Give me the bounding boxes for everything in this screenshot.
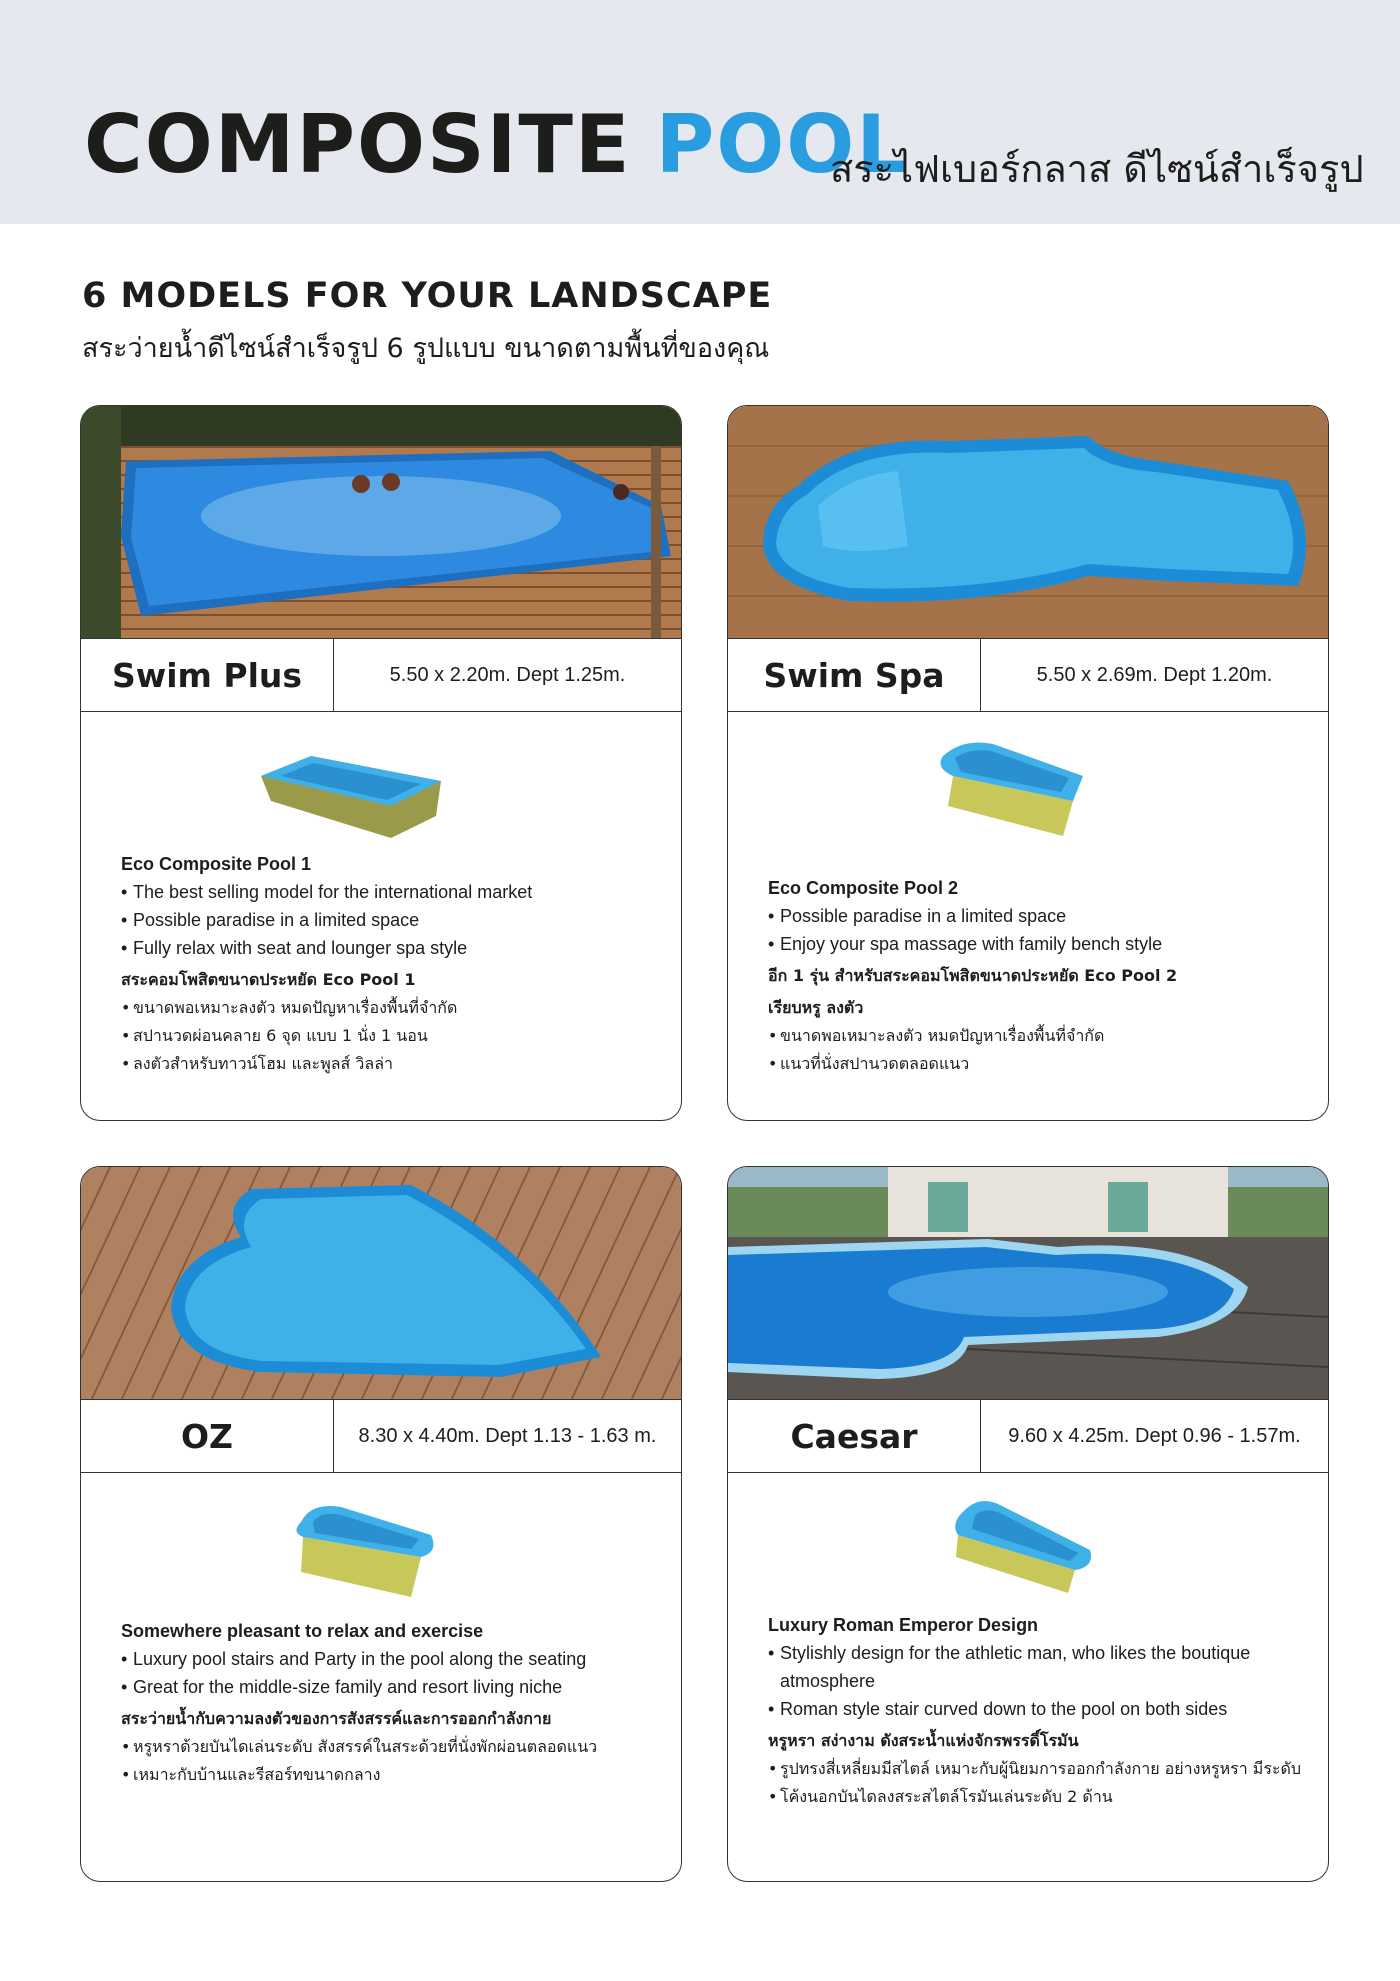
- pool-card-swim-plus: [80, 405, 682, 1121]
- section-title: 6 MODELS FOR YOUR LANDSCAPE: [82, 276, 773, 316]
- thai-title: สระคอมโพสิตขนาดประหยัด Eco Pool 1: [121, 970, 416, 989]
- feature-item: • Stylishly design for the athletic man, who likes the boutique atmosphere: [768, 1639, 1313, 1695]
- pool-dimensions: 5.50 x 2.69m. Dept 1.20m.: [981, 638, 1328, 712]
- feature-item: • Roman style stair curved down to the pool on both sides: [768, 1695, 1313, 1723]
- thai-title: สระว่ายน้ำกับความลงตัวของการสังสรรค์และการออกกำลังกาย: [121, 1709, 552, 1728]
- feature-item: • Luxury pool stairs and Party in the pool along the seating: [121, 1645, 661, 1673]
- thai-feature-item: • สปานวดผ่อนคลาย 6 จุด แบบ 1 นั่ง 1 นอน: [121, 1022, 661, 1050]
- feature-item: • The best selling model for the international market: [121, 878, 661, 906]
- pool-description: [121, 850, 661, 1078]
- pool-card-caesar: [727, 1166, 1329, 1882]
- desc-title: Somewhere pleasant to relax and exercise: [121, 1621, 484, 1641]
- feature-item: • Possible paradise in a limited space: [121, 906, 661, 934]
- thai-feature-list: [121, 994, 661, 1078]
- thai-title: หรูหรา สง่างาม ดังสระน้ำแห่งจักรพรรดิ์โรมัน: [768, 1731, 1079, 1750]
- feature-list: [768, 1639, 1313, 1723]
- title-composite: COMPOSITE: [84, 98, 632, 191]
- desc-title: Eco Composite Pool 2: [768, 878, 959, 898]
- pool-name: OZ: [81, 1399, 334, 1473]
- thai-feature-item: • ลงตัวสำหรับทาวน์โฮม และพูลส์ วิลล่า: [121, 1050, 661, 1078]
- pool-card-swim-spa: [727, 405, 1329, 1121]
- thai-feature-item: • เหมาะกับบ้านและรีสอร์ทขนาดกลาง: [121, 1761, 661, 1789]
- pool-name: Swim Plus: [81, 638, 334, 712]
- feature-list: [768, 902, 1308, 958]
- swim-plus-shell-image: [251, 746, 451, 851]
- thai-feature-list: [768, 1022, 1308, 1078]
- thai-feature-list: [768, 1755, 1313, 1811]
- desc-title: Luxury Roman Emperor Design: [768, 1615, 1039, 1635]
- thai-feature-item: • โค้งนอกบันไดลงสระสไตล์โรมันเล่นระดับ 2 ด้าน: [768, 1783, 1313, 1811]
- pool-name: Caesar: [728, 1399, 981, 1473]
- thai-feature-item: • ขนาดพอเหมาะลงตัว หมดปัญหาเรื่องพื้นที่จำกัด: [768, 1022, 1308, 1050]
- pool-description: [121, 1617, 661, 1789]
- pool-description: [768, 874, 1308, 1078]
- pool-card-oz: [80, 1166, 682, 1882]
- pool-name: Swim Spa: [728, 638, 981, 712]
- feature-item: • Enjoy your spa massage with family bench style: [768, 930, 1308, 958]
- caesar-photo: [728, 1167, 1328, 1399]
- oz-photo: [81, 1167, 681, 1399]
- feature-list: [121, 1645, 661, 1701]
- thai-feature-list: [121, 1733, 661, 1789]
- feature-item: • Possible paradise in a limited space: [768, 902, 1308, 930]
- thai-feature-item: • แนวที่นั่งสปานวดตลอดแนว: [768, 1050, 1308, 1078]
- thai-title: อีก 1 รุ่น สำหรับสระคอมโพสิตขนาดประหยัด Eco Pool 2: [768, 966, 1178, 985]
- swim-spa-photo: [728, 406, 1328, 638]
- thai-title-line2: เรียบหรู ลงตัว: [768, 998, 864, 1017]
- feature-list: [121, 878, 661, 962]
- thai-feature-item: • รูปทรงสี่เหลี่ยมมีสไตล์ เหมาะกับผู้นิยมการออกกำลังกาย อย่างหรูหรา มีระดับ: [768, 1755, 1313, 1783]
- feature-item: • Great for the middle-size family and resort living niche: [121, 1673, 661, 1701]
- thai-feature-item: • หรูหราด้วยบันไดเล่นระดับ สังสรรค์ในสระด้วยที่นั่งพักผ่อนตลอดแนว: [121, 1733, 661, 1761]
- caesar-shell-image: [950, 1495, 1100, 1610]
- desc-title: Eco Composite Pool 1: [121, 854, 312, 874]
- pool-description: [768, 1611, 1313, 1811]
- section-subtitle: สระว่ายน้ำดีไซน์สำเร็จรูป 6 รูปแบบ ขนาดตามพื้นที่ของคุณ: [82, 333, 770, 364]
- pool-dimensions: 8.30 x 4.40m. Dept 1.13 - 1.63 m.: [334, 1399, 681, 1473]
- page-title: [84, 100, 909, 190]
- title-pool: POOL: [655, 98, 910, 191]
- swim-spa-shell-image: [933, 736, 1093, 851]
- pool-dimensions: 5.50 x 2.20m. Dept 1.25m.: [334, 638, 681, 712]
- page-title-thai: สระไฟเบอร์กลาส ดีไซน์สำเร็จรูป: [830, 147, 1364, 191]
- swim-plus-photo: [81, 406, 681, 638]
- feature-item: • Fully relax with seat and lounger spa style: [121, 934, 661, 962]
- thai-feature-item: • ขนาดพอเหมาะลงตัว หมดปัญหาเรื่องพื้นที่จำกัด: [121, 994, 661, 1022]
- oz-shell-image: [291, 1497, 441, 1612]
- pool-dimensions: 9.60 x 4.25m. Dept 0.96 - 1.57m.: [981, 1399, 1328, 1473]
